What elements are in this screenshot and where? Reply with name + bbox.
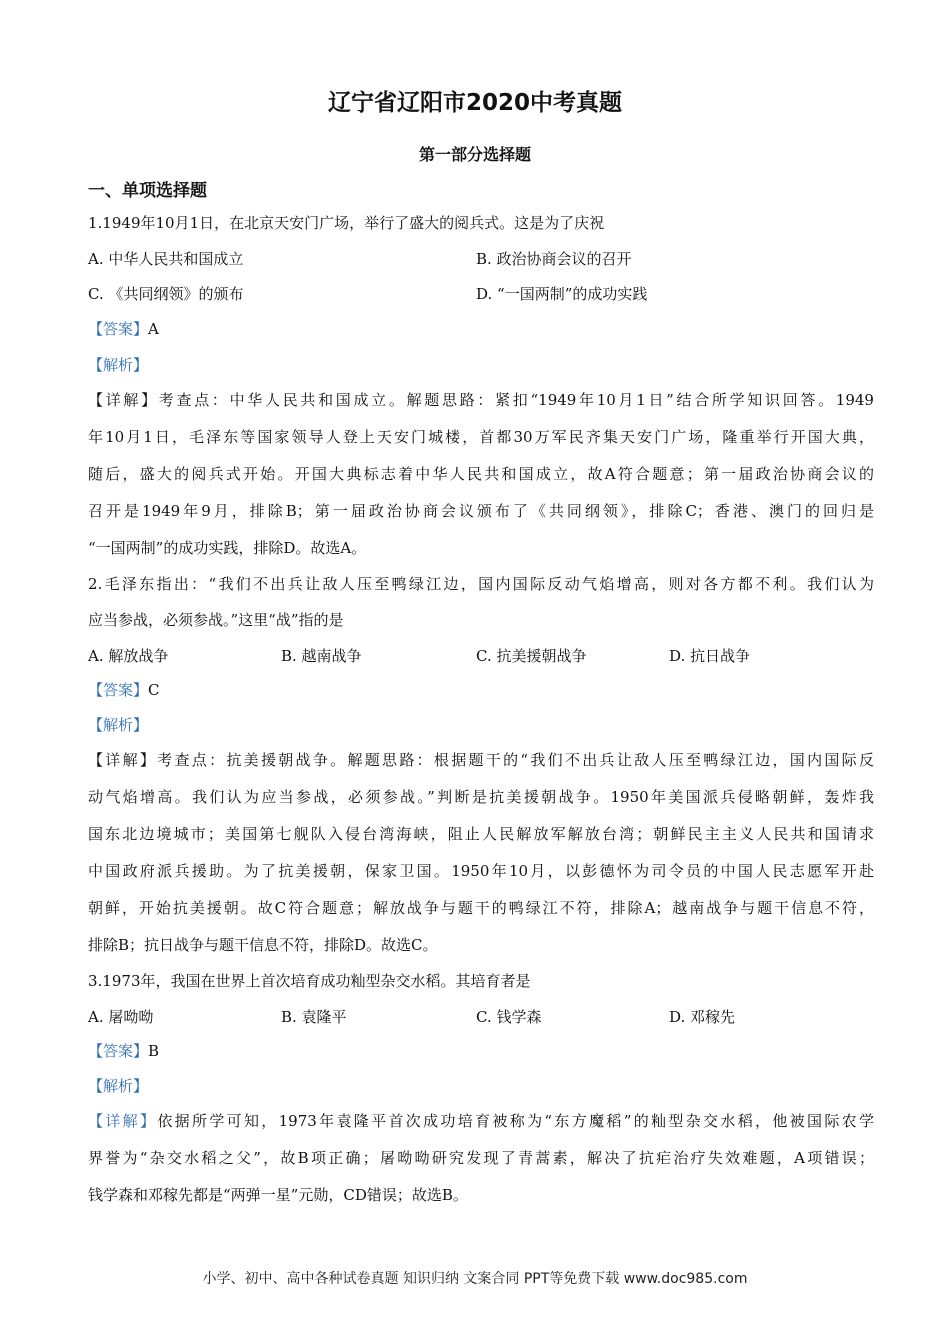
answer-value: A <box>148 320 159 338</box>
answer-label: 【答案】 <box>88 320 149 338</box>
answer-value: B <box>148 1042 160 1060</box>
q1-option-b: B. 政治协商会议的召开 <box>476 250 632 268</box>
answer-label: 【答案】 <box>88 681 149 699</box>
detail-label: 【详解】 <box>88 751 158 769</box>
q1-option-c: C. 《共同纲领》的颁布 <box>88 285 244 303</box>
answer-value: C <box>148 681 160 699</box>
q2-option-a: A. 解放战争 <box>88 647 169 665</box>
page-title: 辽宁省辽阳市2020中考真题 <box>327 90 622 116</box>
answer-label: 【答案】 <box>88 1042 149 1060</box>
detail-text: 依据所学可知，1973年袁隆平首次成功培育被称为“东方魔稻”的籼型杂交水稻，他被国际农学 <box>157 1112 874 1130</box>
q1-answer <box>88 318 159 339</box>
q3-detail-line-2: 界誉为“杂交水稻之父”，故B项正确；屠呦呦研究发现了青蒿素，解决了抗疟治疗失效难题，A项错误； <box>88 1149 874 1167</box>
detail-text: 考查点：抗美援朝战争。解题思路：根据题干的“我们不出兵让敌人压至鸭绿江边，国内国际反 <box>157 751 874 769</box>
detail-label: 【详解】 <box>88 1112 158 1130</box>
q2-answer <box>88 679 160 700</box>
q1-detail-line-4: 召开是1949年9月，排除B；第一届政治协商会议颁布了《共同纲领》，排除C；香港、澳门的回归是 <box>88 502 874 520</box>
q3-detail-line-1 <box>88 1110 874 1131</box>
q1-analysis-label: 【解析】 <box>88 356 149 374</box>
q1-detail-line-2: 年10月1日，毛泽东等国家领导人登上天安门城楼，首都30万军民齐集天安门广场，隆重举行开国大典， <box>88 428 874 446</box>
section-heading: 一、单项选择题 <box>88 181 207 201</box>
q1-option-a: A. 中华人民共和国成立 <box>88 250 244 268</box>
q2-detail-line-1 <box>88 749 874 770</box>
q2-option-c: C. 抗美援朝战争 <box>476 647 587 665</box>
q3-option-c: C. 钱学森 <box>476 1008 542 1026</box>
q2-detail-line-6: 排除B；抗日战争与题干信息不符，排除D。故选C。 <box>88 936 438 954</box>
q1-option-d: D. “一国两制”的成功实践 <box>476 285 648 303</box>
q3-answer <box>88 1040 159 1061</box>
q1-detail-line-1 <box>88 389 874 410</box>
q2-option-d: D. 抗日战争 <box>669 647 751 665</box>
q3-stem: 3.1973年，我国在世界上首次培育成功籼型杂交水稻。其培育者是 <box>88 972 531 990</box>
q3-option-b: B. 袁隆平 <box>281 1008 347 1026</box>
q2-analysis-label: 【解析】 <box>88 716 149 734</box>
q1-stem: 1.1949年10月1日，在北京天安门广场，举行了盛大的阅兵式。这是为了庆祝 <box>88 214 605 232</box>
q1-detail-line-5: “一国两制”的成功实践，排除D。故选A。 <box>88 539 367 557</box>
q3-option-a: A. 屠呦呦 <box>88 1008 154 1026</box>
q2-detail-line-5: 朝鲜，开始抗美援朝。故C符合题意；解放战争与题干的鸭绿江不符，排除A；越南战争与题干信息不符， <box>88 899 874 917</box>
page-footer: 小学、初中、高中各种试卷真题 知识归纳 文案合同 PPT等免费下载 www.doc985.com <box>202 1271 748 1287</box>
q2-option-b: B. 越南战争 <box>281 647 362 665</box>
q2-stem-line-2: 应当参战，必须参战。”这里“战”指的是 <box>88 611 344 629</box>
q2-detail-line-4: 中国政府派兵援助。为了抗美援朝，保家卫国。1950年10月，以彭德怀为司令员的中国人民志愿军开赴 <box>88 862 874 880</box>
part-heading: 第一部分选择题 <box>418 145 531 164</box>
q3-analysis-label: 【解析】 <box>88 1077 149 1095</box>
detail-text: 考查点：中华人民共和国成立。解题思路：紧扣“1949年10月1日”结合所学知识回答。1949 <box>158 391 874 409</box>
q3-option-d: D. 邓稼先 <box>669 1008 736 1026</box>
q2-stem-line-1: 2.毛泽东指出：“我们不出兵让敌人压至鸭绿江边，国内国际反动气焰增高，则对各方都不利。我们认为 <box>88 575 874 593</box>
q2-detail-line-3: 国东北边境城市；美国第七舰队入侵台湾海峡，阻止人民解放军解放台湾；朝鲜民主主义人民共和国请求 <box>88 825 874 843</box>
detail-label: 【详解】 <box>88 391 159 409</box>
q3-detail-line-3: 钱学森和邓稼先都是“两弹一星”元勋，CD错误；故选B。 <box>88 1186 468 1204</box>
q2-detail-line-2: 动气焰增高。我们认为应当参战，必须参战。”判断是抗美援朝战争。1950年美国派兵侵略朝鲜，轰炸我 <box>88 788 874 806</box>
q1-detail-line-3: 随后，盛大的阅兵式开始。开国大典标志着中华人民共和国成立，故A符合题意；第一届政治协商会议的 <box>88 465 874 483</box>
